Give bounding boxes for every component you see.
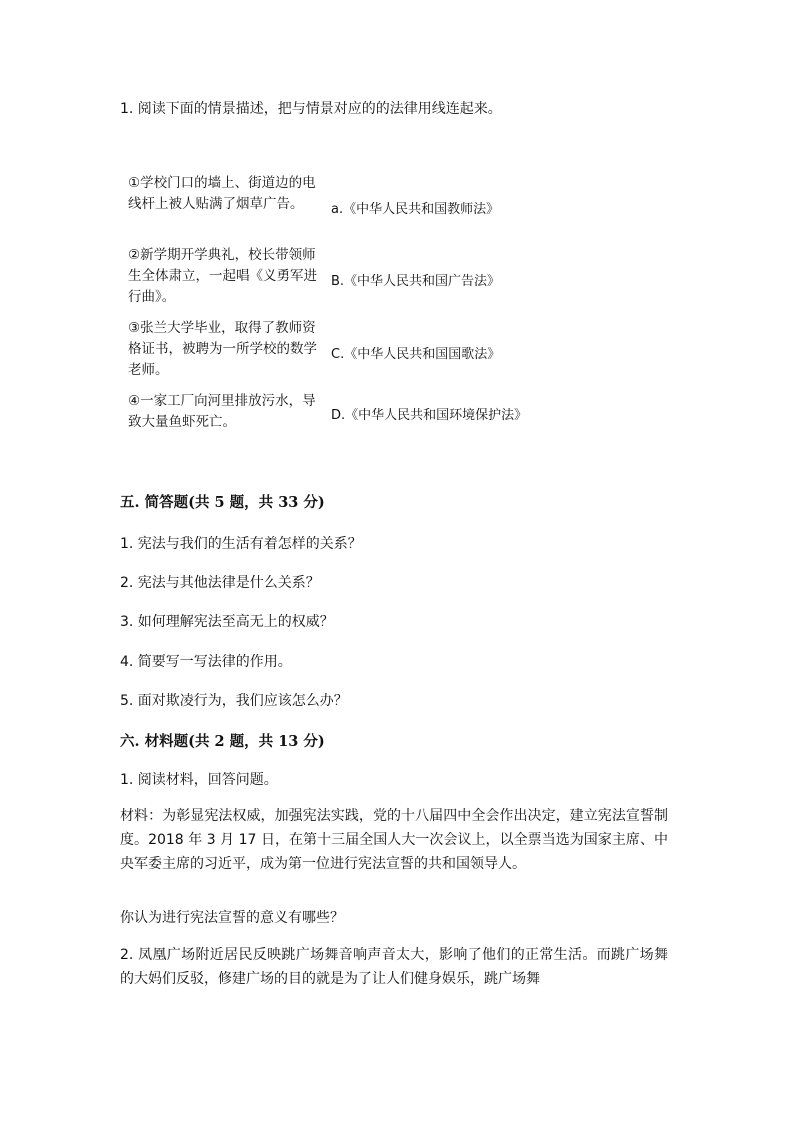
law-option: D.《中华人民共和国环境保护法》	[331, 408, 528, 423]
section-title: 五. 简答题(共 5 题，共 33 分)	[120, 494, 325, 511]
question-item: 2. 宪法与其他法律是什么关系？	[120, 575, 320, 591]
match-row	[128, 173, 558, 239]
material-paragraph: 材料：为彰显宪法权威，加强宪法实践，党的十八届四中全会作出决定，建立宪法宣誓制度。2018 年 3 月 17 日，在第十三届全国人大一次会议上，以全票当选为国家主席、中央军委主席的习近平，成为第一位进行宪法宣誓的共和国领导人。	[120, 808, 668, 872]
law-option: C.《中华人民共和国国歌法》	[331, 347, 501, 362]
law-option: B.《中华人民共和国广告法》	[331, 274, 501, 289]
scenario-text: ①学校门口的墙上、街道边的电线杆上被人贴满了烟草广告。	[128, 175, 316, 212]
question-item: 5. 面对欺凌行为，我们应该怎么办？	[120, 693, 348, 709]
match-row	[128, 318, 558, 384]
law-option: a.《中华人民共和国教师法》	[331, 202, 500, 217]
question-intro: 1. 阅读下面的情景描述，把与情景对应的的法律用线连起来。	[120, 101, 502, 117]
question-item: 你认为进行宪法宣誓的意义有哪些？	[120, 910, 344, 926]
match-row	[128, 245, 558, 311]
question-item: 3. 如何理解宪法至高无上的权威？	[120, 614, 334, 630]
question-paragraph: 2. 凤凰广场附近居民反映跳广场舞音响声音太大，影响了他们的正常生活。而跳广场舞的大妈们反驳，修建广场的目的就是为了让人们健身娱乐，跳广场舞	[120, 947, 668, 987]
match-row	[128, 391, 558, 435]
question-item: 1. 宪法与我们的生活有着怎样的关系？	[120, 536, 362, 552]
scenario-text: ②新学期开学典礼，校长带领师生全体肃立，一起唱《义勇军进行曲》。	[128, 247, 317, 305]
scenario-text: ④一家工厂向河里排放污水，导致大量鱼虾死亡。	[128, 393, 316, 430]
question-item: 4. 简要写一写法律的作用。	[120, 654, 292, 670]
section-title: 六. 材料题(共 2 题，共 13 分)	[120, 733, 325, 750]
question-item: 1. 阅读材料，回答问题。	[120, 772, 278, 788]
scenario-text: ③张兰大学毕业，取得了教师资格证书，被聘为一所学校的数学老师。	[128, 320, 317, 378]
